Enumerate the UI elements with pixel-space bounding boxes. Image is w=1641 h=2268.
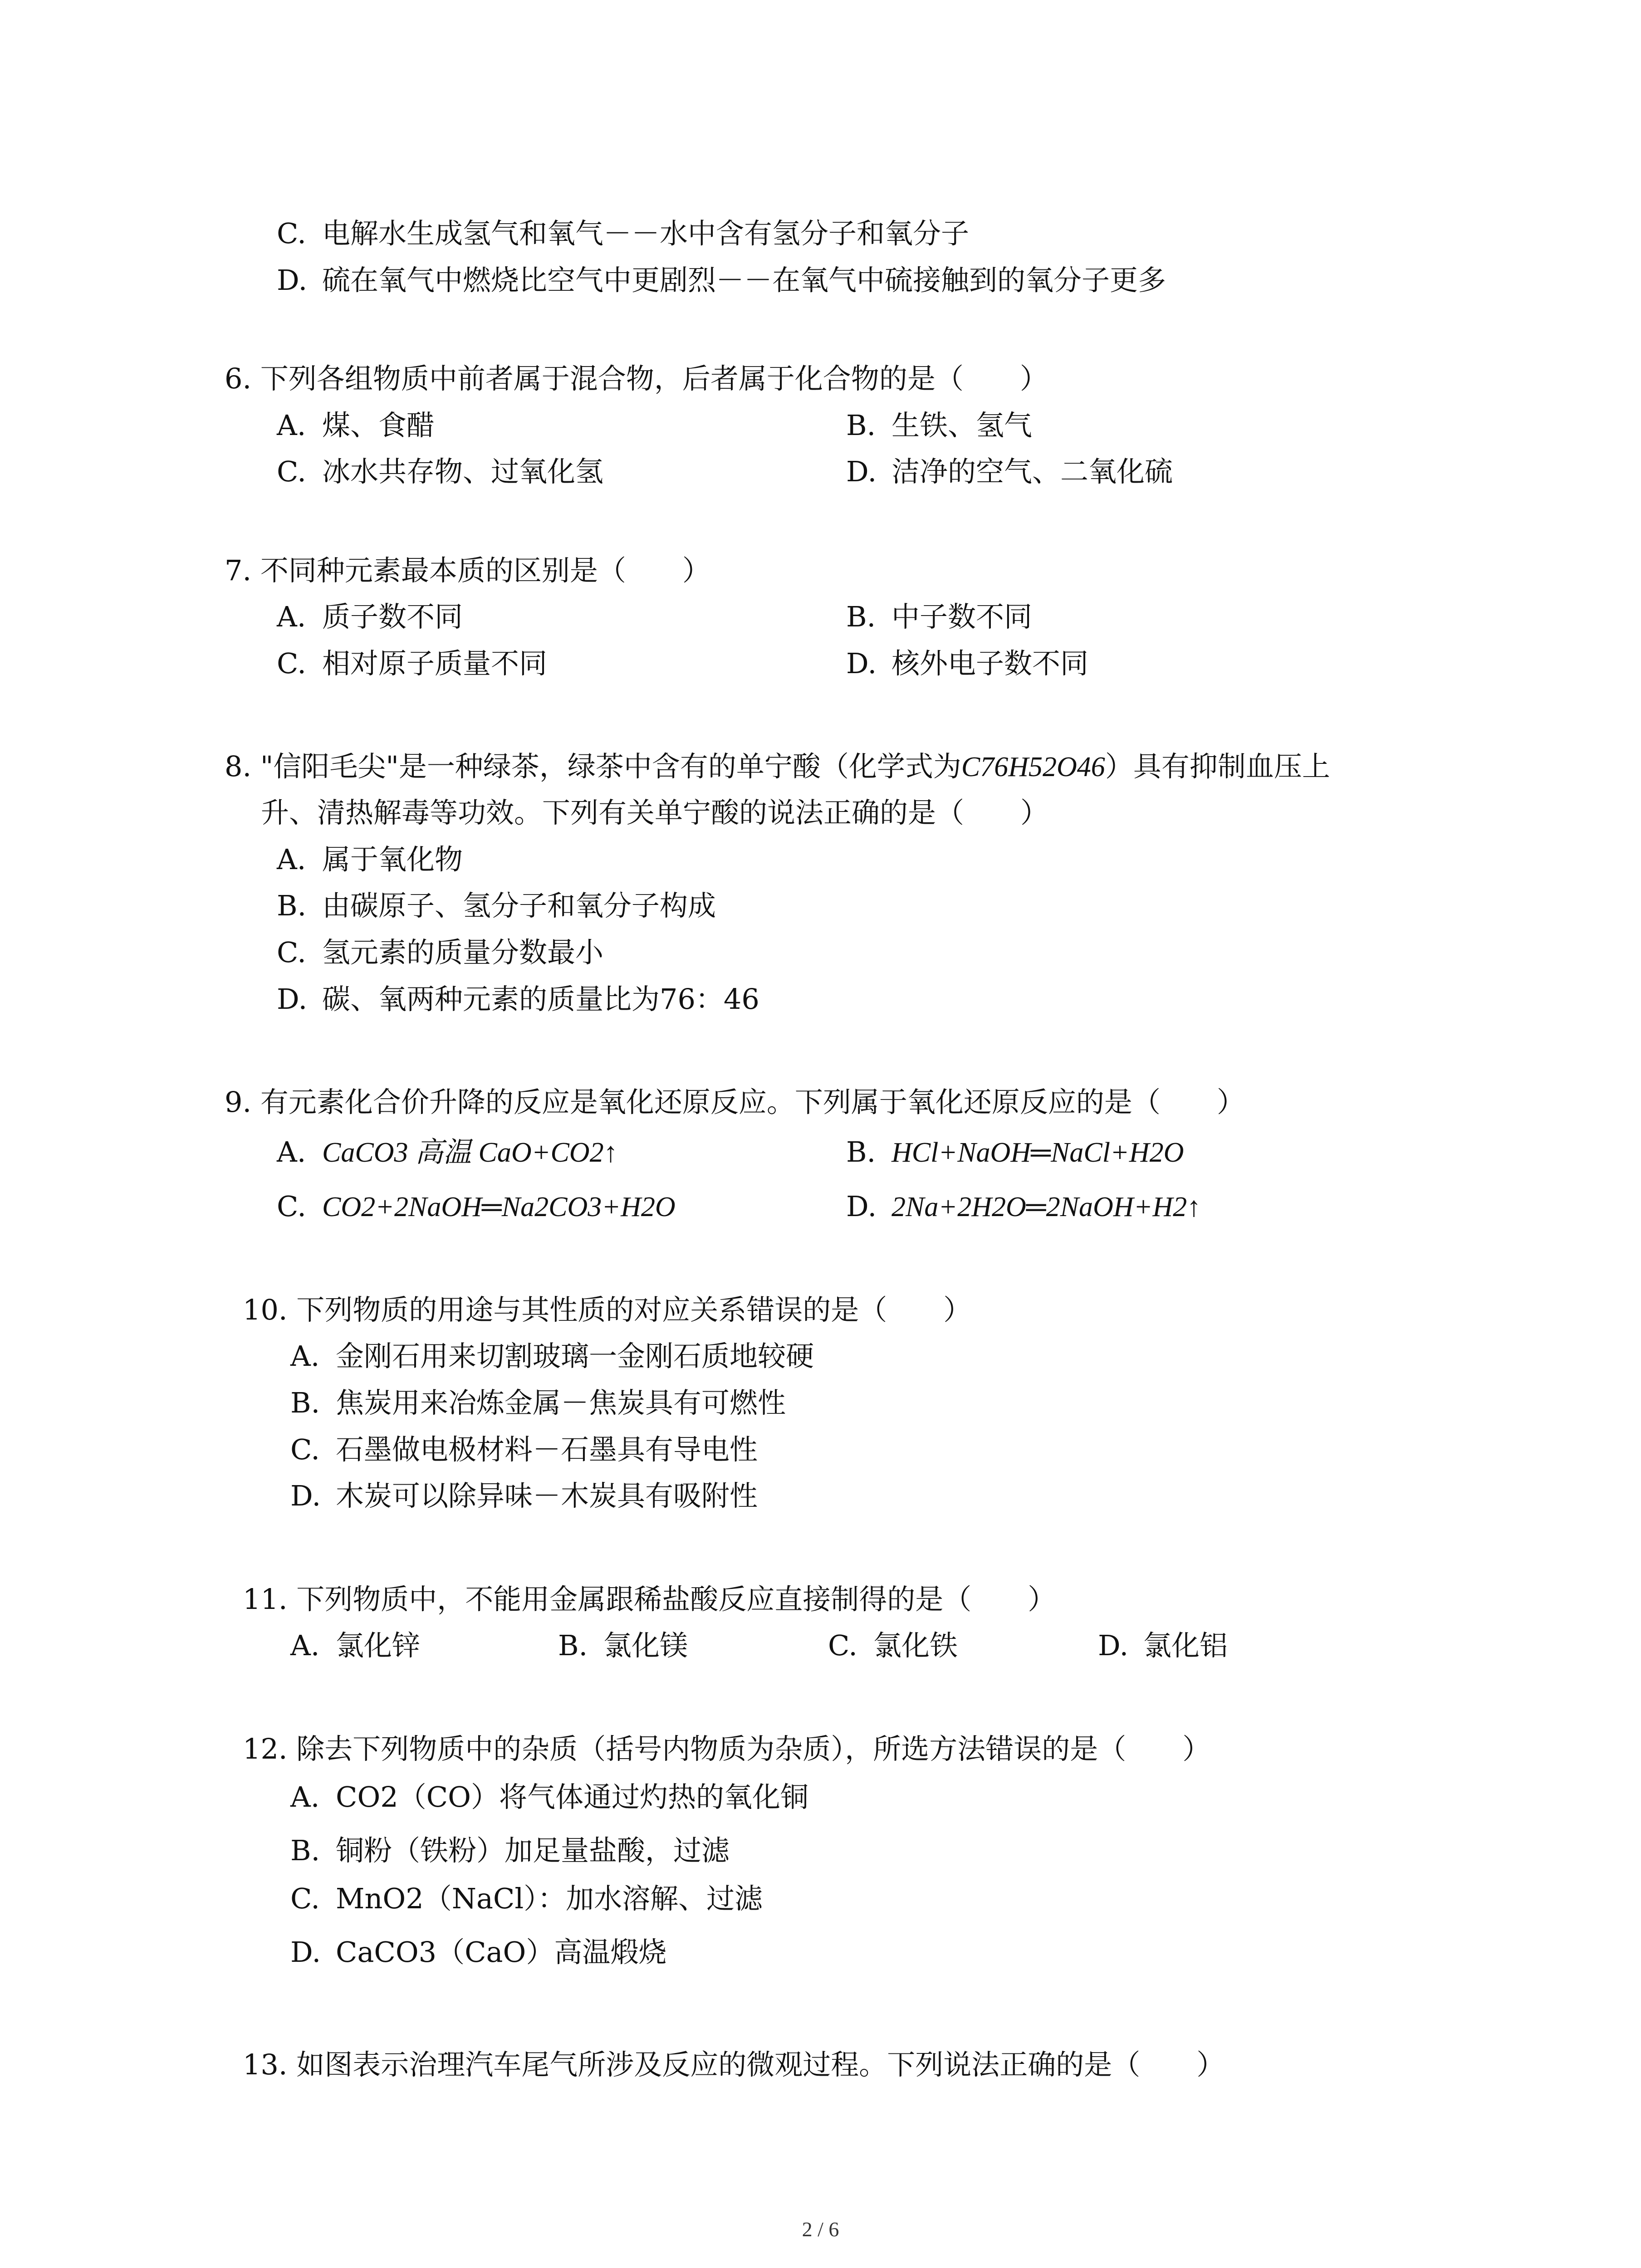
option-text: 铜粉（铁粉）加足量盐酸，过滤 [336, 1834, 730, 1867]
q7-option-a [277, 599, 463, 635]
option-text: 洁净的空气、二氧化硫 [892, 455, 1173, 488]
option-text: 氯化锌 [336, 1629, 421, 1662]
q13-stem: 13. 如图表示治理汽车尾气所涉及反应的微观过程。下列说法正确的是（ ） [243, 2048, 1225, 2081]
option-label: D. [277, 264, 308, 297]
option-label: A. [290, 1339, 320, 1373]
option-label: B. [277, 889, 307, 922]
option-text: 石墨做电极材料－石墨具有导电性 [336, 1433, 758, 1466]
q7-option-c [277, 645, 547, 682]
option-text: 氯化铝 [1143, 1629, 1228, 1662]
equation: CaCO3 高温 CaO+CO2↑ [322, 1137, 618, 1168]
q9-option-c [277, 1188, 676, 1225]
option-label: C. [277, 647, 306, 680]
q12-option-d [290, 1934, 666, 1970]
q12-option-b [290, 1833, 730, 1869]
option-label: C. [277, 455, 306, 488]
option-label: D. [290, 1936, 321, 1969]
q8-option-c [277, 934, 603, 971]
tannic-acid-formula: C76H52O46 [961, 752, 1105, 782]
option-text: CaCO3（CaO）高温煅烧 [336, 1936, 667, 1969]
q7-stem: 7. 不同种元素最本质的区别是（ ） [225, 554, 710, 587]
q6-option-c [277, 454, 603, 490]
q10-option-a [290, 1338, 814, 1374]
option-text: 冰水共存物、过氧化氢 [322, 455, 604, 488]
option-label: A. [277, 1135, 306, 1168]
option-text: 生铁、氢气 [892, 409, 1033, 442]
q9-option-d [846, 1188, 1201, 1225]
option-text: 碳、氧两种元素的质量比为76：46 [322, 982, 759, 1016]
option-text: 金刚石用来切割玻璃一金刚石质地较硬 [336, 1339, 814, 1373]
q10-option-d [290, 1478, 758, 1514]
q12-option-c [290, 1881, 763, 1917]
equation: CO2+2NaOH═Na2CO3+H2O [322, 1192, 676, 1222]
option-text: 中子数不同 [892, 600, 1033, 633]
option-text: 质子数不同 [322, 600, 463, 633]
option-label: B. [846, 409, 876, 442]
option-label: C. [277, 217, 306, 250]
q5-option-d [277, 262, 1166, 298]
q6-option-a [277, 407, 435, 444]
option-text: 木炭可以除异味－木炭具有吸附性 [336, 1479, 758, 1512]
option-label: A. [277, 843, 306, 876]
option-label: C. [277, 1190, 306, 1223]
option-text: 电解水生成氢气和氧气－－水中含有氢分子和氧分子 [322, 217, 970, 250]
q6-option-b [846, 407, 1032, 444]
option-text: 氢元素的质量分数最小 [322, 936, 604, 969]
option-label: C. [277, 936, 306, 969]
option-label: C. [290, 1433, 320, 1466]
q7-option-d [846, 645, 1088, 682]
q10-option-c [290, 1432, 758, 1468]
option-text: MnO2（NaCl）：加水溶解、过滤 [336, 1882, 763, 1915]
option-label: D. [846, 647, 877, 680]
q8-option-d [277, 981, 759, 1017]
option-label: C. [290, 1882, 320, 1915]
q8-option-a [277, 841, 463, 878]
option-label: B. [846, 600, 876, 633]
option-text: CO2（CO）将气体通过灼热的氧化铜 [336, 1780, 808, 1813]
option-label: D. [846, 1190, 877, 1223]
option-text: 硫在氧气中燃烧比空气中更剧烈－－在氧气中硫接触到的氧分子更多 [322, 264, 1166, 297]
q6-stem: 6. 下列各组物质中前者属于混合物，后者属于化合物的是（ ） [225, 362, 1048, 395]
option-text: 焦炭用来冶炼金属－焦炭具有可燃性 [336, 1386, 786, 1419]
option-label: D. [1098, 1629, 1129, 1662]
equation: 2Na+2H2O═2NaOH+H2↑ [892, 1192, 1201, 1222]
option-label: C. [828, 1629, 857, 1662]
q8-stem-line2: 升、清热解毒等功效。下列有关单宁酸的说法正确的是（ ） [261, 796, 1049, 829]
option-label: B. [846, 1135, 876, 1168]
option-text: 氯化铁 [873, 1629, 958, 1662]
option-label: B. [290, 1386, 320, 1419]
option-text: 煤、食醋 [322, 409, 435, 442]
q9-option-b [846, 1134, 1184, 1170]
option-label: D. [846, 455, 877, 488]
option-label: A. [290, 1780, 320, 1813]
q10-option-b [290, 1385, 786, 1421]
option-label: B. [290, 1834, 320, 1867]
q8-stem [225, 748, 1330, 785]
q11-option-a [290, 1628, 420, 1664]
equation: HCl+NaOH═NaCl+H2O [892, 1137, 1184, 1168]
option-label: B. [558, 1629, 588, 1662]
q10-stem: 10. 下列物质的用途与其性质的对应关系错误的是（ ） [243, 1293, 972, 1326]
option-label: D. [277, 982, 308, 1016]
q12-option-a [290, 1779, 808, 1815]
q8-option-b [277, 888, 716, 924]
page-number: 2 / 6 [802, 2218, 839, 2241]
q11-option-d [1098, 1628, 1228, 1664]
option-label: A. [277, 409, 306, 442]
q11-option-c [828, 1628, 958, 1664]
option-text: 氯化镁 [603, 1629, 688, 1662]
q11-stem: 11. 下列物质中，不能用金属跟稀盐酸反应直接制得的是（ ） [243, 1583, 1056, 1616]
option-text: 核外电子数不同 [892, 647, 1089, 680]
option-text: 相对原子质量不同 [322, 647, 548, 680]
q9-option-a [277, 1134, 618, 1170]
option-label: A. [290, 1629, 320, 1662]
option-label: A. [277, 600, 306, 633]
q9-stem: 9. 有元素化合价升降的反应是氧化还原反应。下列属于氧化还原反应的是（ ） [225, 1085, 1245, 1119]
q6-option-d [846, 454, 1173, 490]
q8-stem-before: 8. "信阳毛尖"是一种绿茶，绿茶中含有的单宁酸（化学式为 [225, 750, 961, 783]
q5-option-c [277, 215, 969, 252]
q8-stem-after: ）具有抑制血压上 [1105, 750, 1330, 783]
q12-stem: 12. 除去下列物质中的杂质（括号内物质为杂质），所选方法错误的是（ ） [243, 1732, 1211, 1765]
option-text: 属于氧化物 [322, 843, 463, 876]
q7-option-b [846, 599, 1032, 635]
option-label: D. [290, 1479, 321, 1512]
q11-option-b [558, 1628, 688, 1664]
option-text: 由碳原子、氢分子和氧分子构成 [322, 889, 716, 922]
